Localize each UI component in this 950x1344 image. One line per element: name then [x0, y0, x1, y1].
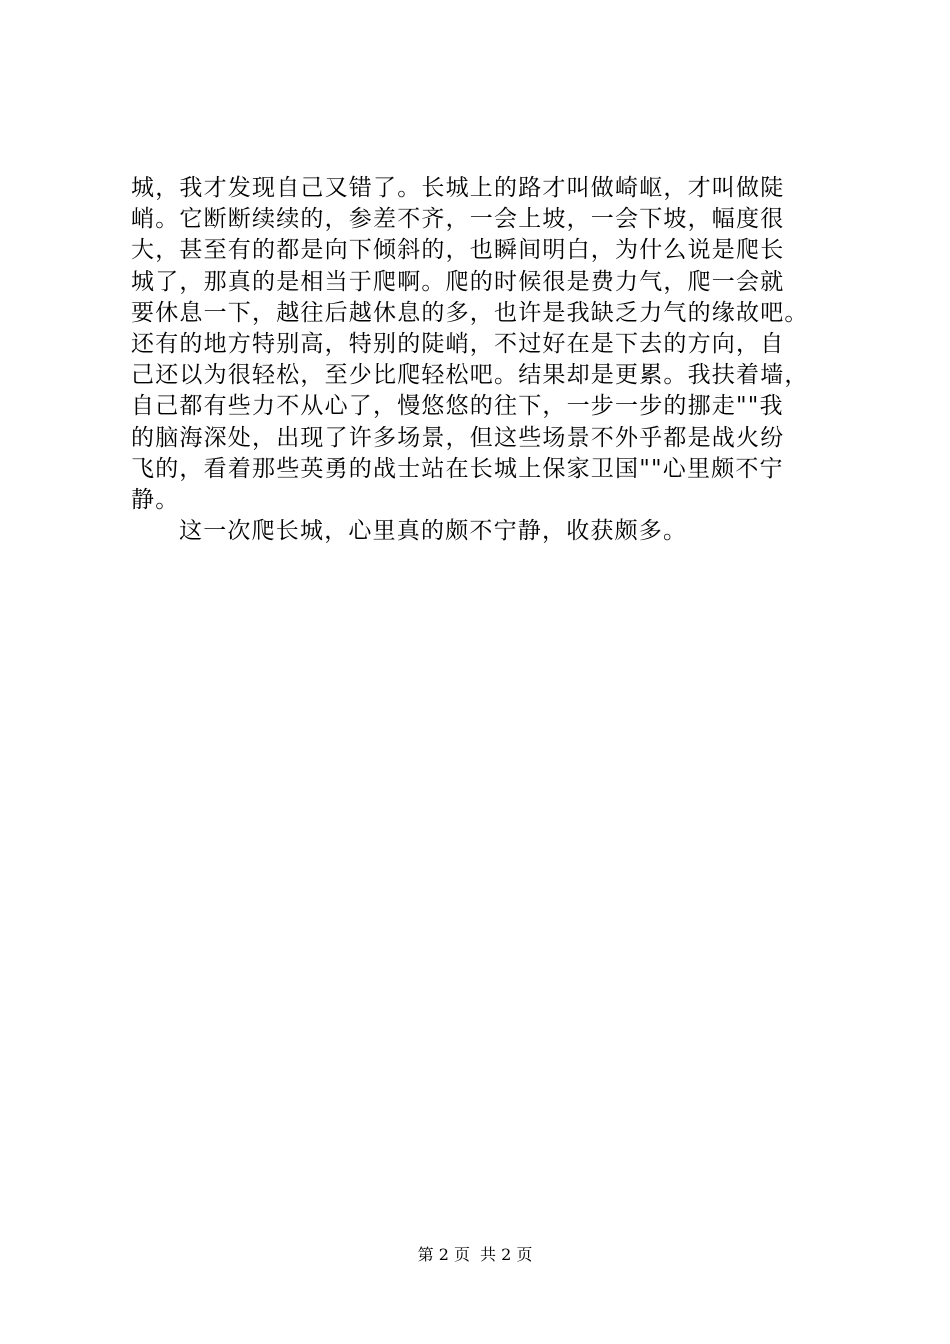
- paragraph-line: 还有的地方特别高，特别的陡峭，不过好在是下去的方向，自: [131, 330, 785, 357]
- paragraph-line: 静。: [131, 486, 180, 513]
- paragraph-line: 要休息一下，越往后越休息的多，也许是我缺乏力气的缘故吧。: [131, 299, 809, 326]
- paragraph-line: 的脑海深处，出现了许多场景，但这些场景不外乎都是战火纷: [131, 424, 785, 451]
- paragraph-line: 己还以为很轻松，至少比爬轻松吧。结果却是更累。我扶着墙，: [131, 362, 809, 389]
- paragraph-line: 自己都有些力不从心了，慢悠悠的往下，一步一步的挪走""我: [131, 393, 784, 420]
- paragraph-line: 飞的，看着那些英勇的战士站在长城上保家卫国""心里颇不宁: [131, 455, 784, 482]
- paragraph-line: 大，甚至有的都是向下倾斜的，也瞬间明白，为什么说是爬长: [131, 237, 785, 264]
- page-total: 共 2 页: [480, 1245, 533, 1264]
- page-number: 第 2 页: [417, 1245, 470, 1264]
- closing-paragraph: 这一次爬长城，心里真的颇不宁静，收获颇多。: [179, 518, 688, 545]
- page-footer: [0, 1245, 950, 1265]
- document-body: [131, 173, 831, 547]
- paragraph-line: 城了，那真的是相当于爬啊。爬的时候很是费力气，爬一会就: [131, 268, 785, 295]
- paragraph-line: 峭。它断断续续的，参差不齐，一会上坡，一会下坡，幅度很: [131, 206, 785, 233]
- paragraph-line: 城，我才发现自己又错了。长城上的路才叫做崎岖，才叫做陡: [131, 175, 785, 201]
